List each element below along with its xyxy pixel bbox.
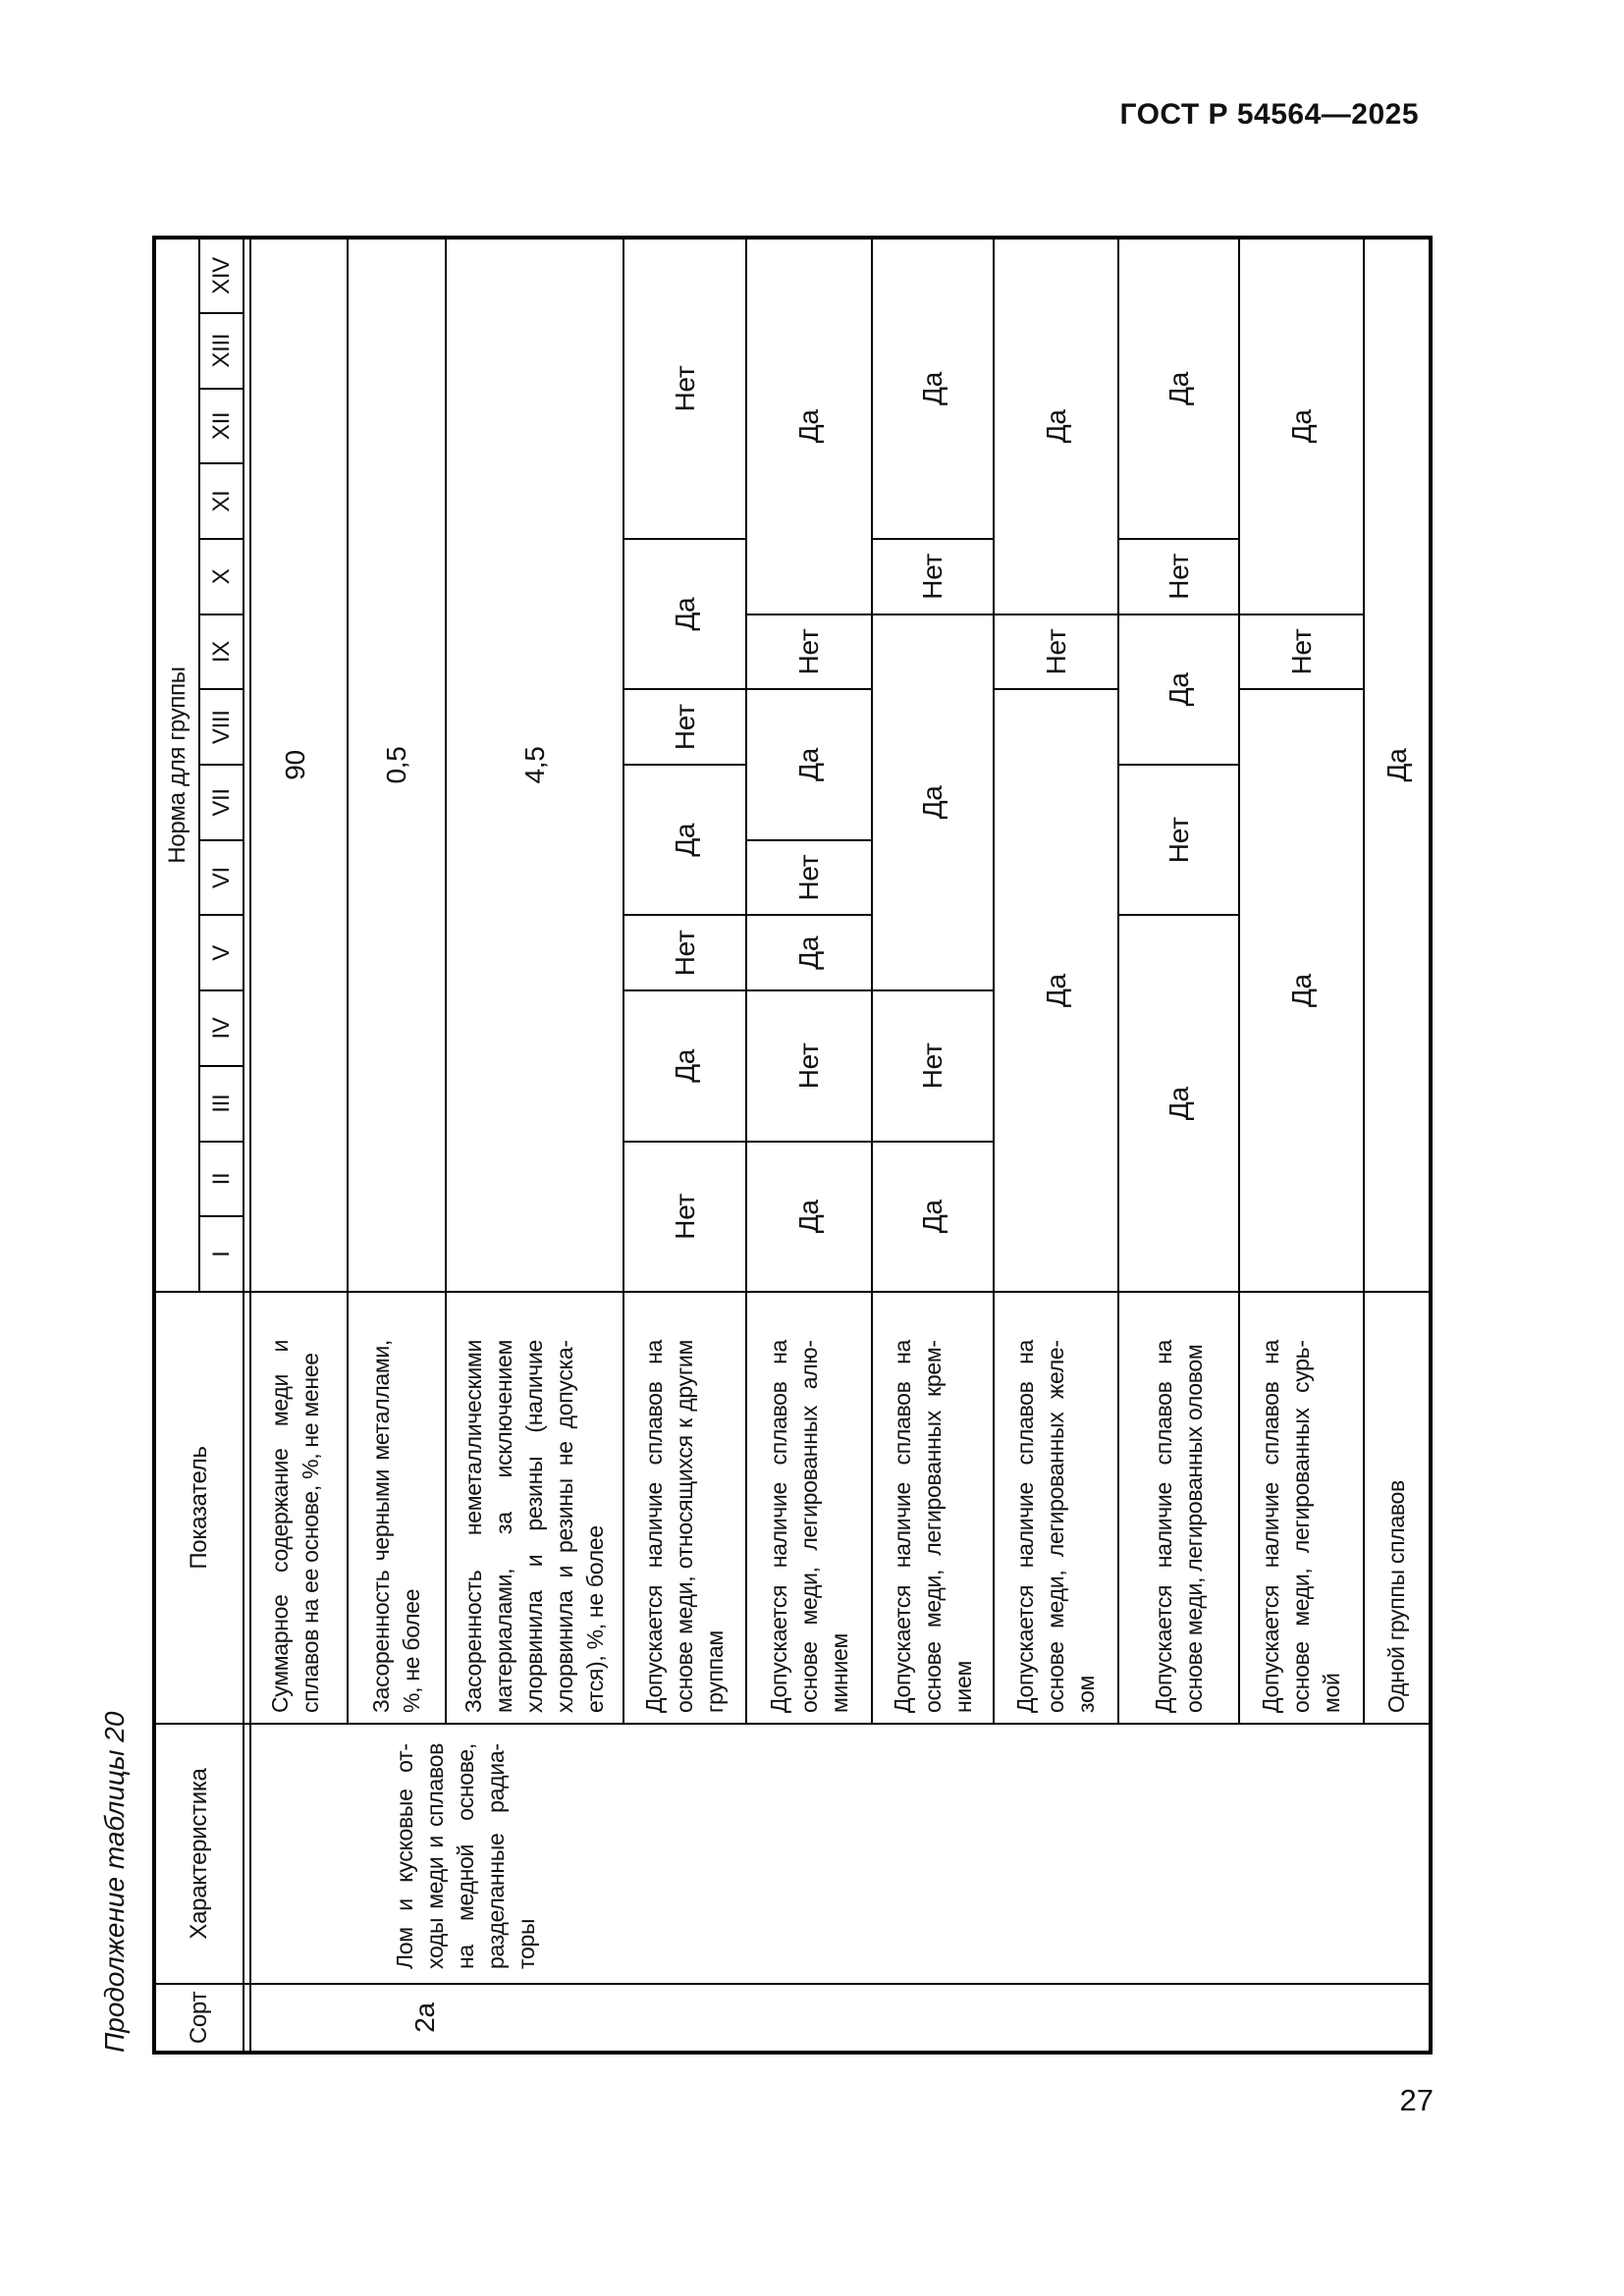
indicator-cell bbox=[244, 1292, 348, 1724]
indicator-cell bbox=[623, 1292, 746, 1724]
norm-value-cell: Нет bbox=[1118, 539, 1239, 614]
head-double-rule bbox=[249, 236, 251, 2055]
group-header-XIII: XIII bbox=[199, 313, 244, 389]
norm-value-cell: Нет bbox=[1239, 614, 1364, 690]
sort-value: 2а bbox=[409, 2002, 440, 2033]
norm-value-cell: Нет bbox=[994, 614, 1118, 690]
norm-table bbox=[152, 236, 1433, 2055]
norm-value-cell: Да bbox=[746, 1142, 872, 1292]
group-header-II: II bbox=[199, 1142, 244, 1217]
characteristic-text: Лом и кусковые отходы меди и сплавов на медной основе, разделанные радиаторы bbox=[392, 1743, 539, 1969]
indicator-cell bbox=[1118, 1292, 1239, 1724]
column-header-sort: Сорт bbox=[154, 1984, 244, 2053]
norm-value-cell: 90 bbox=[244, 238, 348, 1292]
column-header-characteristic: Характеристика bbox=[154, 1724, 244, 1984]
indicator-cell bbox=[446, 1292, 623, 1724]
norm-value-cell: Да bbox=[872, 238, 994, 539]
indicator-cell bbox=[872, 1292, 994, 1724]
norm-value-cell: Да bbox=[746, 689, 872, 839]
column-header-indicator: Показатель bbox=[154, 1292, 244, 1724]
indicator-text: Одной группы сплавов bbox=[1383, 1480, 1409, 1713]
table-continuation-note: Продолжение таблицы 20 bbox=[99, 1711, 130, 2053]
group-header-IX: IX bbox=[199, 614, 244, 690]
indicator-cell bbox=[348, 1292, 446, 1724]
page-number: 27 bbox=[1399, 2083, 1434, 2117]
norm-value-cell: Да bbox=[1118, 614, 1239, 765]
indicator-text: Суммарное содержание меди и сплавов на ее основе, %, не менее bbox=[267, 1340, 323, 1713]
group-header-I: I bbox=[199, 1216, 244, 1292]
group-header-VI: VI bbox=[199, 840, 244, 916]
table-row bbox=[244, 238, 348, 2053]
indicator-text: Допускается наличие сплавов на основе меди, относящихся к другим группам bbox=[641, 1340, 728, 1713]
group-header-VII: VII bbox=[199, 765, 244, 840]
norm-value-cell: Да bbox=[1118, 915, 1239, 1292]
norm-value-cell: Да bbox=[1364, 238, 1431, 1292]
group-header-XIV: XIV bbox=[199, 238, 244, 313]
norm-value-cell: Нет bbox=[623, 238, 746, 539]
norm-value-cell: Да bbox=[994, 689, 1118, 1292]
table-body bbox=[244, 238, 1431, 2053]
norm-value-cell: Да bbox=[872, 1142, 994, 1292]
group-header-X: X bbox=[199, 539, 244, 614]
rotated-table-area bbox=[99, 236, 1429, 2055]
characteristic-cell bbox=[244, 1724, 1431, 1984]
group-header-XII: XII bbox=[199, 389, 244, 464]
norm-value-cell: Нет bbox=[623, 915, 746, 990]
head-row-1 bbox=[154, 238, 199, 2053]
norm-value-cell: Да bbox=[623, 990, 746, 1141]
indicator-text: Допускается наличие сплавов на основе меди, легированных алюминием bbox=[765, 1340, 852, 1713]
table-head bbox=[154, 238, 244, 2053]
indicator-text: Допускается наличие сплавов на основе меди, легированных сурьмой bbox=[1258, 1340, 1344, 1713]
norm-value-cell: Нет bbox=[746, 614, 872, 690]
norm-value-cell: Нет bbox=[872, 539, 994, 614]
group-header-IV: IV bbox=[199, 990, 244, 1066]
norm-value-cell: Нет bbox=[746, 840, 872, 916]
norm-value-cell: Нет bbox=[872, 990, 994, 1141]
indicator-cell bbox=[746, 1292, 872, 1724]
norm-value-cell: Нет bbox=[623, 689, 746, 765]
indicator-cell bbox=[1364, 1292, 1431, 1724]
norm-value-cell: 0,5 bbox=[348, 238, 446, 1292]
norm-value-cell: Нет bbox=[623, 1142, 746, 1292]
norm-value-cell: Да bbox=[623, 765, 746, 915]
indicator-text: Допускается наличие сплавов на основе меди, легированных оловом bbox=[1150, 1340, 1207, 1713]
norm-value-cell: Да bbox=[872, 614, 994, 991]
norm-value-cell: Нет bbox=[746, 990, 872, 1141]
indicator-cell bbox=[994, 1292, 1118, 1724]
indicator-text: Засоренность неметаллическими материалами, за исключением хлорвинила и резины (наличие хлорвинила и резины не допускается), %, не более bbox=[460, 1340, 608, 1713]
norm-value-cell: Да bbox=[1239, 238, 1364, 614]
indicator-text: Засоренность черными металлами, %, не более bbox=[368, 1340, 424, 1713]
indicator-text: Допускается наличие сплавов на основе меди, легированных кремнием bbox=[889, 1340, 976, 1713]
norm-value-cell: Да bbox=[1118, 238, 1239, 539]
indicator-text: Допускается наличие сплавов на основе меди, легированных железом bbox=[1012, 1340, 1099, 1713]
norm-value-cell: Да bbox=[1239, 689, 1364, 1292]
group-header-XI: XI bbox=[199, 463, 244, 539]
norm-value-cell: Нет bbox=[1118, 765, 1239, 915]
norm-value-cell: Да bbox=[994, 238, 1118, 614]
norm-value-cell: Да bbox=[623, 539, 746, 689]
indicator-cell bbox=[1239, 1292, 1364, 1724]
sort-value-cell bbox=[244, 1984, 1431, 2053]
standard-reference: ГОСТ Р 54564—2025 bbox=[1119, 98, 1419, 131]
column-header-norm: Норма для группы bbox=[154, 238, 199, 1292]
norm-value-cell: Да bbox=[746, 915, 872, 990]
norm-value-cell: Да bbox=[746, 238, 872, 614]
norm-value-cell: 4,5 bbox=[446, 238, 623, 1292]
group-header-III: III bbox=[199, 1066, 244, 1142]
group-header-VIII: VIII bbox=[199, 689, 244, 765]
group-header-V: V bbox=[199, 915, 244, 990]
